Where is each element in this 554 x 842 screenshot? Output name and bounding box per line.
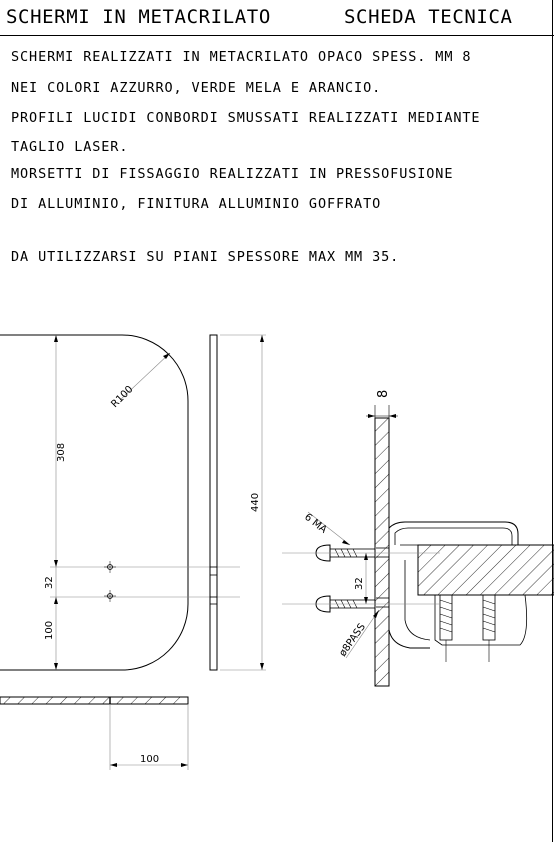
usage-note: DA UTILIZZARSI SU PIANI SPESSORE MAX MM 35. — [11, 249, 400, 265]
description-line-5: MORSETTI DI FISSAGGIO REALIZZATI IN PRESSOFUSIONE — [11, 166, 454, 182]
clamp-detail — [282, 390, 554, 686]
dim-440-label: 440 — [250, 492, 261, 512]
sheet-title: SCHERMI IN METACRILATO — [6, 6, 271, 28]
description-line-4: TAGLIO LASER. — [11, 139, 129, 155]
description-line-6: DI ALLUMINIO, FINITURA ALLUMINIO GOFFRATO — [11, 196, 382, 212]
dim-radius-label: R100 — [109, 383, 136, 411]
description-line-2: NEI COLORI AZZURRO, VERDE MELA E ARANCIO. — [11, 80, 382, 96]
mounting-hole-upper — [104, 561, 116, 573]
sheet-type-label: SCHEDA TECNICA — [344, 6, 513, 28]
dim-32-front-label: 32 — [44, 576, 55, 589]
description-line-3: PROFILI LUCIDI CONBORDI SMUSSATI REALIZZATI MEDIANTE — [11, 110, 481, 126]
thread-label: 6 MA — [302, 511, 329, 536]
description-line-1: SCHERMI REALIZZATI IN METACRILATO OPACO SPESS. MM 8 — [11, 49, 472, 65]
hole-label: ø8PASS — [337, 621, 368, 659]
dim-100-front-label: 100 — [44, 620, 55, 640]
dim-8-label: 8 — [376, 389, 391, 398]
mounting-hole-lower — [104, 590, 116, 602]
dim-100-bottom-label: 100 — [140, 754, 160, 765]
front-view-panel — [0, 335, 240, 670]
bottom-view-panel — [0, 697, 188, 770]
dim-308-label: 308 — [56, 442, 67, 462]
side-view-panel — [210, 335, 266, 670]
dim-32-side-label: 32 — [354, 577, 365, 590]
